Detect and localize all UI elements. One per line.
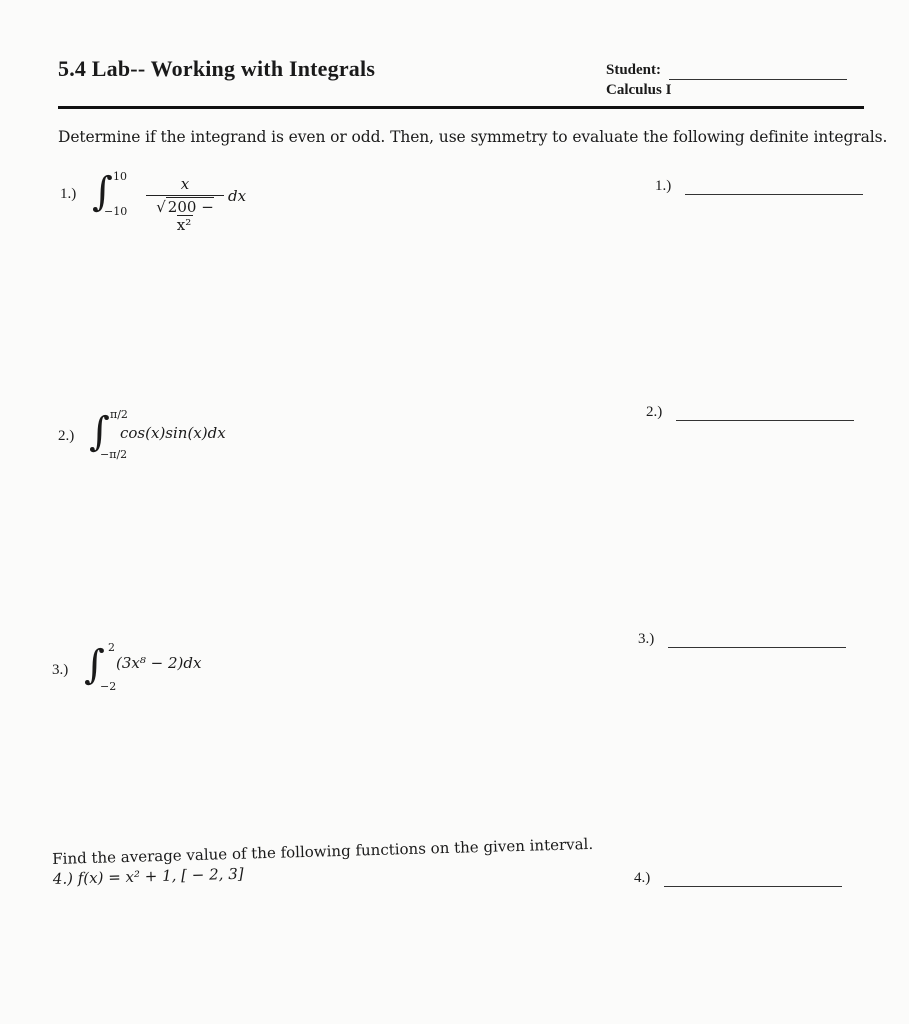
problem-number: 2.) bbox=[58, 428, 75, 444]
student-name-blank[interactable] bbox=[669, 65, 847, 80]
integrand: (3x⁸ − 2)dx bbox=[116, 654, 202, 672]
fraction-denominator: √ 200 − x² bbox=[156, 198, 214, 234]
upper-limit: 2 bbox=[108, 641, 115, 654]
integral-sign-icon: ∫ bbox=[84, 642, 105, 688]
answer-label: 4.) bbox=[634, 870, 651, 886]
student-label: Student: bbox=[606, 62, 662, 78]
answer-1 bbox=[655, 178, 863, 195]
answer-blank[interactable] bbox=[664, 874, 842, 887]
integral-sign-icon: ∫ bbox=[89, 409, 110, 455]
sqrt-icon: √ bbox=[156, 198, 166, 216]
answer-blank[interactable] bbox=[668, 635, 846, 648]
header-rule bbox=[58, 106, 864, 109]
fraction-numerator: x bbox=[180, 175, 190, 193]
answer-4 bbox=[634, 870, 842, 887]
answer-label: 3.) bbox=[638, 631, 655, 647]
answer-3 bbox=[638, 631, 846, 648]
worksheet-title: 5.4 Lab-- Working with Integrals bbox=[58, 56, 376, 81]
integrand-fraction bbox=[146, 175, 224, 234]
integral-sign-icon: ∫ bbox=[92, 169, 113, 215]
differential: dx bbox=[228, 187, 247, 205]
answer-blank[interactable] bbox=[685, 182, 863, 195]
lower-limit: −π/2 bbox=[100, 448, 128, 461]
integrand: cos(x)sin(x)dx bbox=[120, 424, 226, 442]
course-name: Calculus I bbox=[606, 82, 672, 98]
fraction-bar bbox=[146, 195, 224, 196]
answer-label: 1.) bbox=[655, 178, 672, 194]
problem-number: 3.) bbox=[52, 662, 69, 678]
lower-limit: −10 bbox=[104, 205, 128, 218]
average-value-section bbox=[52, 835, 594, 888]
average-problem: 4.) f(x) = x² + 1, [ − 2, 3] bbox=[52, 864, 244, 888]
answer-2 bbox=[646, 404, 854, 421]
average-instructions: Find the average value of the following functions on the given interval. bbox=[52, 834, 594, 868]
problem-number: 1.) bbox=[60, 186, 77, 202]
upper-limit: 10 bbox=[113, 170, 127, 183]
answer-blank[interactable] bbox=[676, 408, 854, 421]
student-info bbox=[606, 60, 847, 100]
symmetry-instructions: Determine if the integrand is even or odd. Then, use symmetry to evaluate the following definite integrals. bbox=[58, 128, 888, 146]
lower-limit: −2 bbox=[100, 680, 117, 693]
answer-label: 2.) bbox=[646, 404, 663, 420]
upper-limit: π/2 bbox=[110, 408, 128, 421]
